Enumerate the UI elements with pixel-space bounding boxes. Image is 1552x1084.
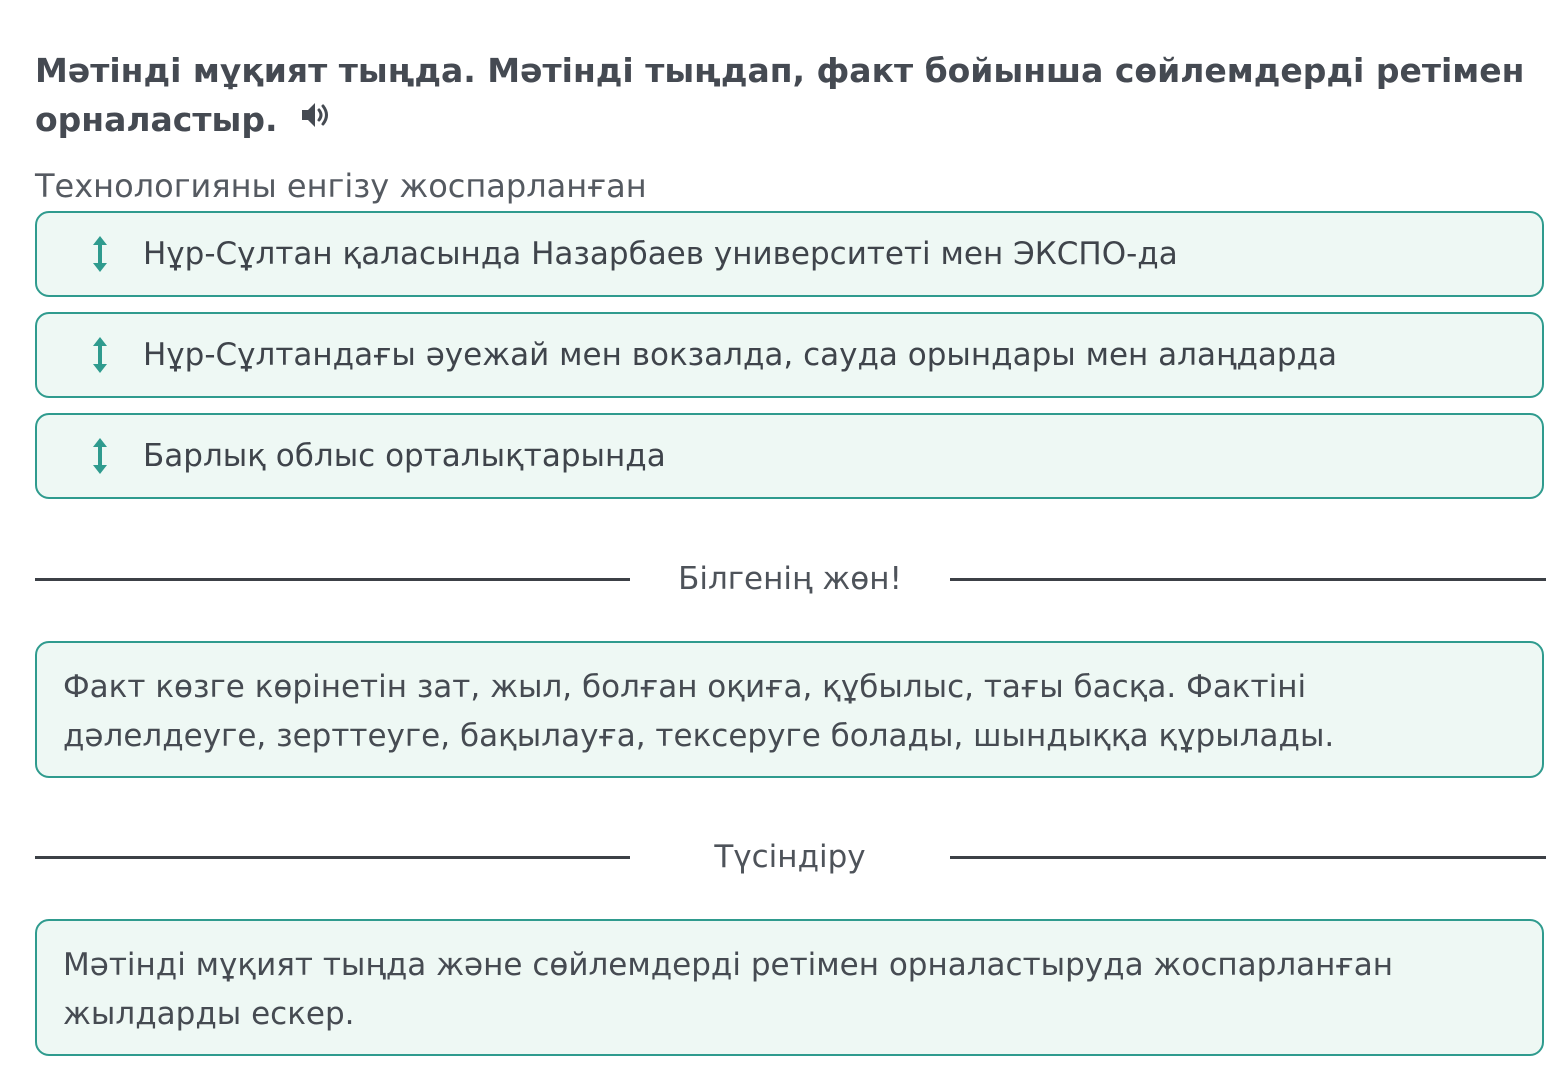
question-title [35,46,1535,144]
sortable-item[interactable] [35,413,1544,499]
divider-line [950,578,1546,581]
drag-handle-icon[interactable] [87,335,113,375]
question-title-text: Мәтінді мұқият тыңда. Мәтінді тыңдап, факт бойынша сөйлемдерді ретімен орналастыр. [35,51,1525,139]
sortable-item[interactable] [35,211,1544,297]
hint-text: Факт көзге көрінетін зат, жыл, болған оқиға, құбылыс, тағы басқа. Фактіні дәлелдеуге, зерттеуге, бақылауға, тексеруге болады, шындыққа құрылады. [63,669,1335,754]
drag-handle-icon[interactable] [87,234,113,274]
drag-handle-icon[interactable] [87,436,113,476]
explanation-divider [35,835,1546,879]
sortable-item-label: Нұр-Сұлтандағы әуежай мен вокзалда, сауда орындары мен алаңдарда [143,337,1337,373]
divider-line [35,856,630,859]
sort-heading: Технологияны енгізу жоспарланған [35,167,647,205]
divider-line [950,856,1546,859]
explanation-heading: Түсіндіру [714,839,866,875]
speaker-icon[interactable] [300,94,334,143]
explanation-text: Мәтінді мұқият тыңда және сөйлемдерді ретімен орналастыруда жоспарланған жылдарды ескер. [63,947,1393,1032]
hint-box [35,641,1544,778]
explanation-box [35,919,1544,1056]
divider-line [35,578,630,581]
sortable-item-label: Нұр-Сұлтан қаласында Назарбаев университеті мен ЭКСПО-да [143,236,1178,272]
hint-divider [35,557,1546,601]
sortable-item-label: Барлық облыс орталықтарында [143,438,666,474]
sortable-item[interactable] [35,312,1544,398]
hint-heading: Білгенің жөн! [678,561,902,597]
